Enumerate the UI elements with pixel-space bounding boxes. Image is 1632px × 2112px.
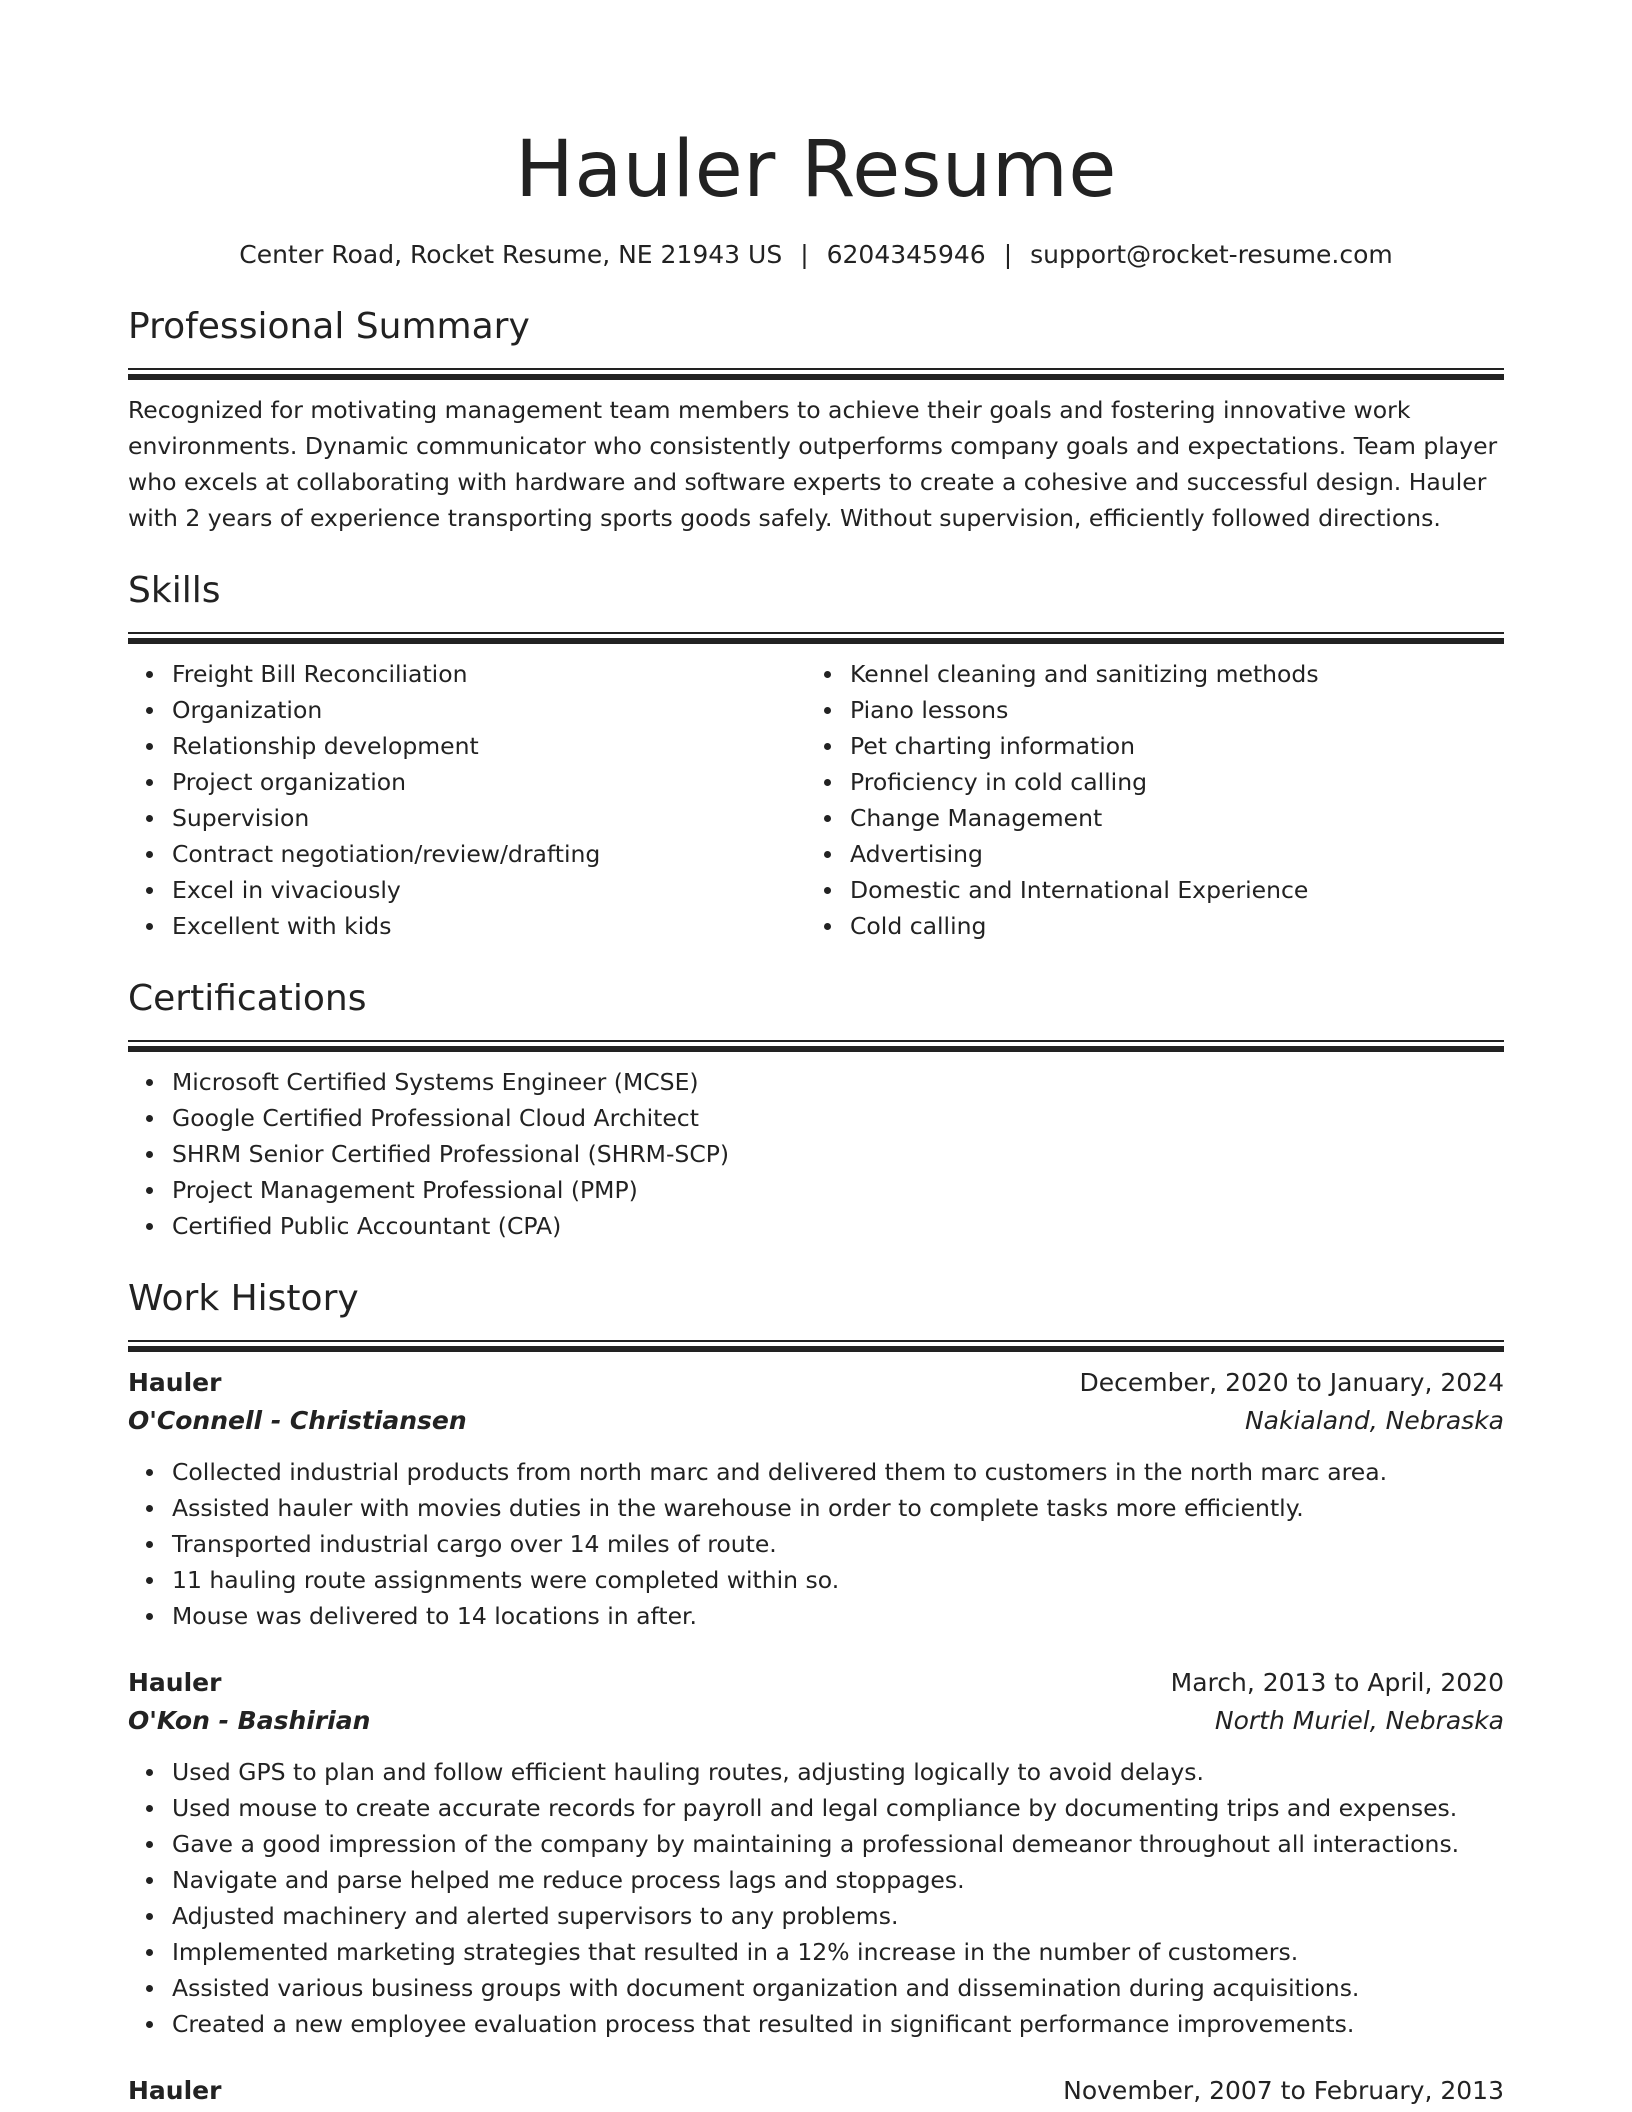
skills-list-right <box>806 656 1484 944</box>
job-dates: March, 2013 to April, 2020 <box>1170 1668 1504 1697</box>
skill-item: Piano lessons <box>850 692 1484 728</box>
skill-item: Relationship development <box>172 728 806 764</box>
job-location: Nakialand, Nebraska <box>1244 1406 1504 1435</box>
certifications-heading: Certifications <box>128 978 367 1019</box>
job-title: Hauler <box>128 1668 222 1697</box>
job-subheader-row <box>128 1702 1504 1740</box>
job-bullet: Gave a good impression of the company by maintaining a professional demeanor throughout all interactions. <box>172 1826 1504 1862</box>
job-bullet: Created a new employee evaluation process that resulted in significant performance improvements. <box>172 2006 1504 2042</box>
certification-item: Microsoft Certified Systems Engineer (MCSE) <box>172 1064 1504 1100</box>
contact-line <box>128 238 1504 272</box>
skills-column-left <box>128 656 806 944</box>
contact-separator: | <box>800 240 809 269</box>
job-bullet: Navigate and parse helped me reduce process lags and stoppages. <box>172 1862 1504 1898</box>
resume-page <box>128 0 1504 2110</box>
skill-item: Domestic and International Experience <box>850 872 1484 908</box>
work-history-section <box>128 1274 1504 2110</box>
skill-item: Kennel cleaning and sanitizing methods <box>850 656 1484 692</box>
skill-item: Supervision <box>172 800 806 836</box>
skill-item: Proficiency in cold calling <box>850 764 1484 800</box>
section-divider <box>128 1340 1504 1350</box>
job-header-row <box>128 1364 1504 1402</box>
phone-text: 6204345946 <box>826 240 986 269</box>
summary-paragraph: Recognized for motivating management team members to achieve their goals and fostering innovative work environments. Dynamic communicator who consistently outperforms company goals and expectations. Team player who excels at collaborating with hardware and software experts to create a cohesive and successful design. Hauler with 2 years of experience transporting sports goods safely. Without supervision, efficiently followed directions. <box>128 396 1498 532</box>
job-bullet: Assisted hauler with movies duties in the warehouse in order to complete tasks more efficiently. <box>172 1490 1504 1526</box>
skill-item: Cold calling <box>850 908 1484 944</box>
job-dates: November, 2007 to February, 2013 <box>1063 2076 1504 2105</box>
skill-item: Contract negotiation/review/drafting <box>172 836 806 872</box>
job-title: Hauler <box>128 1368 222 1397</box>
skill-item: Excel in vivaciously <box>172 872 806 908</box>
job-dates: December, 2020 to January, 2024 <box>1079 1368 1504 1397</box>
certification-item: SHRM Senior Certified Professional (SHRM-SCP) <box>172 1136 1504 1172</box>
job-bullet: Used mouse to create accurate records for payroll and legal compliance by documenting trips and expenses. <box>172 1790 1504 1826</box>
contact-separator: | <box>1003 240 1013 269</box>
job-entry <box>128 2072 1504 2110</box>
section-divider <box>128 632 1504 642</box>
job-bullet: Mouse was delivered to 14 locations in after. <box>172 1598 1504 1634</box>
summary-section <box>128 302 1504 536</box>
certification-item: Project Management Professional (PMP) <box>172 1172 1504 1208</box>
job-location: North Muriel, Nebraska <box>1214 1706 1504 1735</box>
job-header-row <box>128 2072 1504 2110</box>
work-history-heading: Work History <box>128 1278 359 1319</box>
job-bullets <box>128 1454 1504 1634</box>
skill-item: Change Management <box>850 800 1484 836</box>
skills-section <box>128 566 1504 944</box>
job-bullet: Used GPS to plan and follow efficient hauling routes, adjusting logically to avoid delays. <box>172 1754 1504 1790</box>
skill-item: Excellent with kids <box>172 908 806 944</box>
resume-title: Hauler Resume <box>515 125 1117 215</box>
section-divider <box>128 368 1504 378</box>
job-bullets <box>128 1754 1504 2042</box>
job-company: O'Connell - Christiansen <box>128 1406 467 1435</box>
job-bullet: Adjusted machinery and alerted supervisors to any problems. <box>172 1898 1504 1934</box>
skills-heading: Skills <box>128 570 221 611</box>
job-title: Hauler <box>128 2076 222 2105</box>
job-entry <box>128 1364 1504 1634</box>
certifications-section <box>128 974 1504 1244</box>
job-entry <box>128 1664 1504 2042</box>
skills-grid <box>128 656 1504 944</box>
job-header-row <box>128 1664 1504 1702</box>
skill-item: Freight Bill Reconciliation <box>172 656 806 692</box>
job-bullet: 11 hauling route assignments were completed within so. <box>172 1562 1504 1598</box>
skills-column-right <box>806 656 1484 944</box>
certifications-list <box>128 1064 1504 1244</box>
job-bullet: Collected industrial products from north marc and delivered them to customers in the north marc area. <box>172 1454 1504 1490</box>
skill-item: Advertising <box>850 836 1484 872</box>
address-text: Center Road, Rocket Resume, NE 21943 US <box>239 240 783 269</box>
job-bullet: Transported industrial cargo over 14 miles of route. <box>172 1526 1504 1562</box>
section-divider <box>128 1040 1504 1050</box>
email-text: support@rocket-resume.com <box>1030 240 1393 269</box>
skill-item: Pet charting information <box>850 728 1484 764</box>
job-bullet: Implemented marketing strategies that resulted in a 12% increase in the number of customers. <box>172 1934 1504 1970</box>
job-company: O'Kon - Bashirian <box>128 1706 371 1735</box>
skill-item: Project organization <box>172 764 806 800</box>
job-bullet: Assisted various business groups with document organization and dissemination during acquisitions. <box>172 1970 1504 2006</box>
summary-heading: Professional Summary <box>128 306 530 347</box>
job-subheader-row <box>128 1402 1504 1440</box>
skill-item: Organization <box>172 692 806 728</box>
certification-item: Google Certified Professional Cloud Architect <box>172 1100 1504 1136</box>
certification-item: Certified Public Accountant (CPA) <box>172 1208 1504 1244</box>
skills-list-left <box>128 656 806 944</box>
